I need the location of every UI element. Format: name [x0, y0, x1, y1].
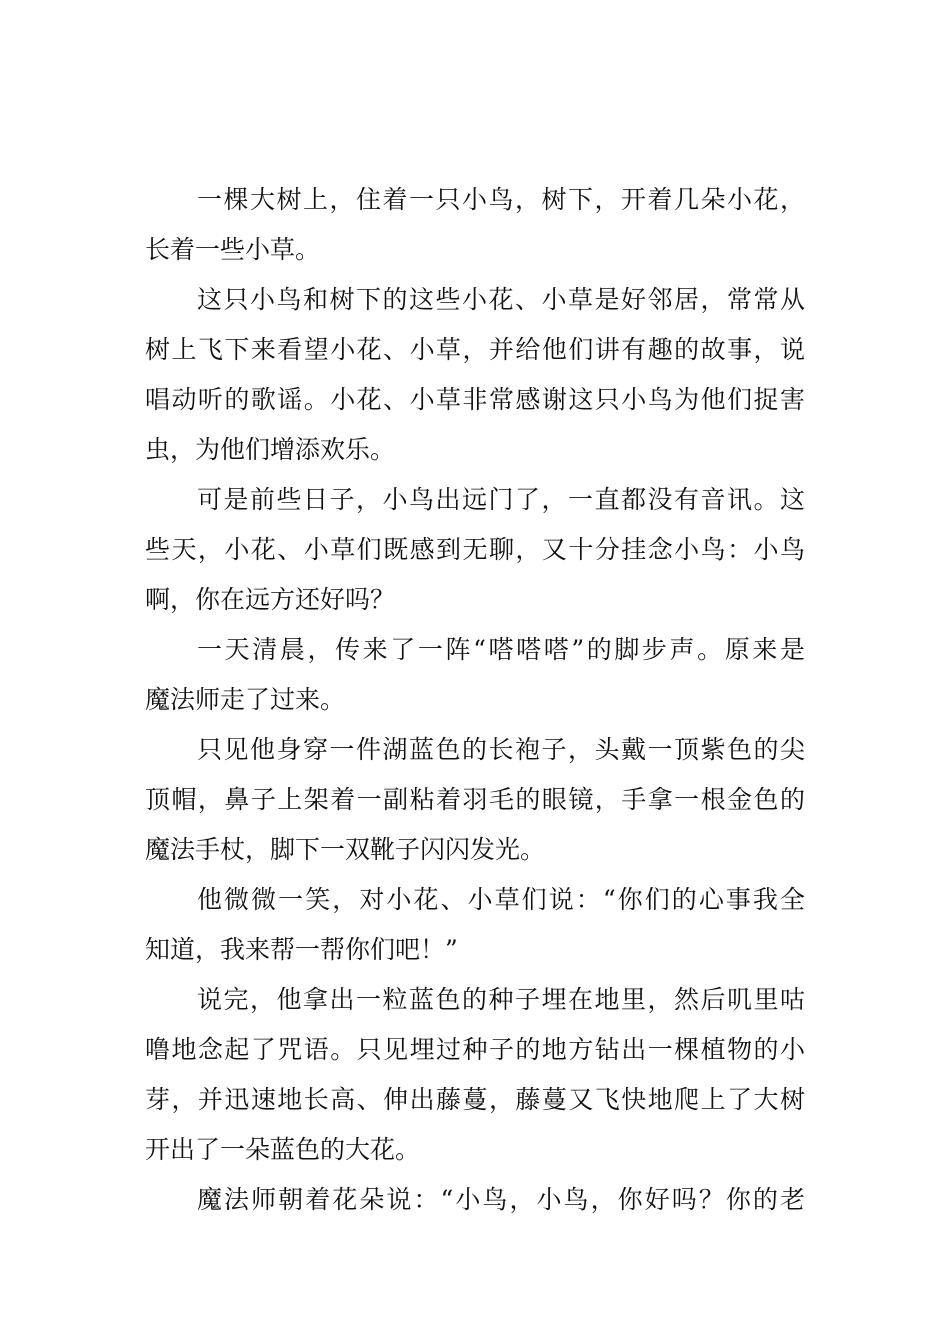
text-line: 这只小鸟和树下的这些小花、小草是好邻居，常常从 — [197, 285, 805, 314]
text-line: 只见他身穿一件湖蓝色的长袍子，头戴一顶紫色的尖 — [197, 735, 805, 764]
text-line: 一天清晨，传来了一阵“嗒嗒嗒”的脚步声。原来是 — [197, 635, 805, 664]
text-line: 树上飞下来看望小花、小草，并给他们讲有趣的故事，说 — [145, 335, 805, 364]
text-line: 魔法师走了过来。 — [145, 685, 346, 714]
text-line: 一棵大树上，住着一只小鸟，树下，开着几朵小花， — [197, 185, 805, 214]
text-line: 魔法手杖，脚下一双靴子闪闪发光。 — [145, 835, 546, 864]
text-line: 顶帽，鼻子上架着一副粘着羽毛的眼镜，手拿一根金色的 — [145, 785, 805, 814]
text-line: 他微微一笑，对小花、小草们说：“你们的心事我全 — [197, 885, 805, 914]
text-line: 可是前些日子，小鸟出远门了，一直都没有音讯。这 — [197, 485, 805, 514]
text-line: 说完，他拿出一粒蓝色的种子埋在地里，然后叽里咕 — [197, 985, 805, 1014]
text-line: 虫，为他们增添欢乐。 — [145, 435, 396, 464]
text-line: 啊，你在远方还好吗？ — [145, 585, 396, 614]
text-line: 芽，并迅速地长高、伸出藤蔓，藤蔓又飞快地爬上了大树 — [145, 1085, 805, 1114]
text-line: 噜地念起了咒语。只见埋过种子的地方钻出一棵植物的小 — [145, 1035, 805, 1064]
text-line: 魔法师朝着花朵说：“小鸟，小鸟，你好吗？你的老 — [197, 1185, 805, 1214]
text-line: 知道，我来帮一帮你们吧！” — [145, 935, 458, 964]
text-line: 长着一些小草。 — [145, 235, 321, 264]
text-line: 唱动听的歌谣。小花、小草非常感谢这只小鸟为他们捉害 — [145, 385, 805, 414]
text-line: 开出了一朵蓝色的大花。 — [145, 1135, 421, 1164]
text-line: 些天，小花、小草们既感到无聊，又十分挂念小鸟：小鸟 — [145, 535, 805, 564]
